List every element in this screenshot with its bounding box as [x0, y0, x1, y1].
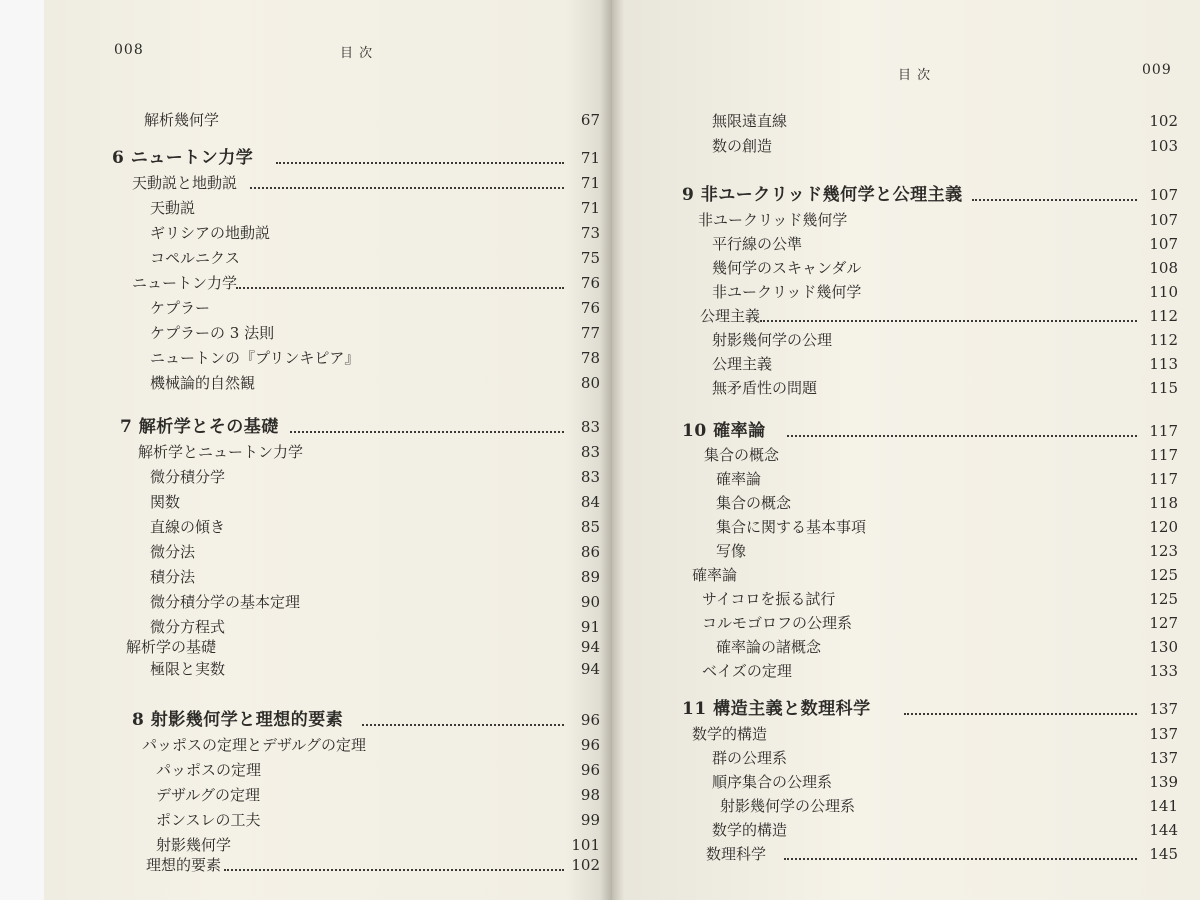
toc-page-number: 102 [571, 856, 600, 874]
toc-entry [44, 515, 612, 539]
toc-page-number: 144 [1149, 821, 1178, 839]
toc-entry [44, 853, 612, 877]
toc-entry [44, 490, 612, 514]
toc-entry-title: 天動説 [150, 199, 196, 217]
toc-page-number: 112 [1149, 331, 1178, 349]
dotted-leader [787, 435, 1137, 437]
dotted-leader [362, 724, 564, 726]
toc-entry-title: ベイズの定理 [702, 662, 792, 680]
toc-page-number: 96 [580, 736, 600, 754]
right-page-number: 009 [1142, 62, 1172, 78]
toc-entry-title: 解析学の基礎 [126, 638, 217, 656]
toc-entry [44, 783, 612, 807]
toc-entry [612, 515, 1200, 539]
toc-entry [44, 221, 612, 245]
toc-page-number: 117 [1149, 422, 1178, 440]
toc-entry-title: 集合の概念 [716, 494, 792, 512]
toc-entry-title: ケプラー [150, 299, 211, 317]
toc-page-number: 107 [1149, 186, 1178, 204]
toc-entry-title: コペルニクス [150, 249, 240, 267]
chapter-entry [44, 146, 612, 170]
toc-entry [612, 659, 1200, 683]
toc-page-number: 123 [1149, 542, 1178, 560]
toc-entry [612, 842, 1200, 866]
toc-page-number: 145 [1149, 845, 1178, 863]
toc-entry [612, 635, 1200, 659]
toc-entry-title: 数の創造 [712, 137, 773, 155]
toc-entry-title: ギリシアの地動説 [150, 224, 271, 242]
toc-page-number: 91 [580, 618, 600, 636]
toc-page-number: 101 [571, 836, 600, 854]
toc-entry [44, 440, 612, 464]
toc-entry-title: 無矛盾性の問題 [712, 379, 818, 397]
toc-entry [612, 467, 1200, 491]
toc-entry [612, 280, 1200, 304]
toc-entry [612, 491, 1200, 515]
toc-entry-title: 確率論の諸概念 [716, 638, 822, 656]
left-page-number: 008 [114, 42, 144, 58]
dotted-leader [290, 431, 564, 433]
toc-entry [44, 246, 612, 270]
toc-entry [44, 657, 612, 681]
toc-page-number: 75 [580, 249, 600, 267]
toc-entry [44, 321, 612, 345]
toc-entry-title: ニュートン力学 [132, 274, 238, 292]
toc-page-number: 94 [580, 660, 600, 678]
toc-entry [44, 733, 612, 757]
toc-page-number: 112 [1149, 307, 1178, 325]
toc-entry [612, 443, 1200, 467]
toc-page-number: 90 [580, 593, 600, 611]
toc-entry-title: 平行線の公準 [712, 235, 803, 253]
toc-entry [44, 271, 612, 295]
toc-entry-title: ポンスレの工夫 [156, 811, 261, 829]
toc-entry-title: 確率論 [692, 566, 738, 584]
toc-entry-title: 無限遠直線 [712, 112, 788, 130]
toc-entry-title: 6 ニュートン力学 [112, 148, 254, 168]
toc-page-number: 83 [580, 418, 600, 436]
toc-entry [44, 171, 612, 195]
toc-entry [44, 196, 612, 220]
dotted-leader [224, 869, 564, 871]
toc-entry [612, 794, 1200, 818]
toc-entry-title: 射影幾何学 [156, 836, 232, 854]
toc-entry-title: 順序集合の公理系 [712, 773, 833, 791]
toc-entry-title: 微分積分学の基本定理 [150, 593, 301, 611]
dotted-leader [972, 199, 1137, 201]
right-page-header: 目 次 [898, 68, 932, 83]
toc-page-number: 137 [1149, 749, 1178, 767]
toc-entry [44, 635, 612, 659]
toc-entry-title: 11 構造主義と数理科学 [682, 699, 871, 719]
toc-entry [44, 565, 612, 589]
toc-page-number: 102 [1149, 112, 1178, 130]
toc-page-number: 115 [1149, 379, 1178, 397]
toc-page-number: 137 [1149, 725, 1178, 743]
toc-entry [612, 208, 1200, 232]
toc-page-number: 76 [580, 274, 600, 292]
toc-entry-title: 天動説と地動説 [132, 174, 238, 192]
toc-entry-title: サイコロを振る試行 [702, 590, 836, 608]
toc-entry [44, 808, 612, 832]
toc-entry [44, 465, 612, 489]
toc-page-number: 76 [580, 299, 600, 317]
background-edge [0, 0, 44, 900]
toc-page-number: 125 [1149, 590, 1178, 608]
toc-page-number: 137 [1149, 700, 1178, 718]
toc-entry [612, 376, 1200, 400]
chapter-entry [44, 708, 612, 732]
toc-page-number: 71 [580, 174, 600, 192]
toc-entry-title: パッポスの定理とデザルグの定理 [142, 736, 366, 754]
toc-page-number: 84 [580, 493, 600, 511]
toc-entry-title: 集合に関する基本事項 [716, 518, 867, 536]
toc-entry [612, 563, 1200, 587]
toc-page-number: 110 [1149, 283, 1178, 301]
dotted-leader [236, 287, 564, 289]
toc-entry-title: 理想的要素 [146, 856, 222, 874]
toc-entry [44, 540, 612, 564]
toc-entry [44, 758, 612, 782]
toc-page-number: 103 [1149, 137, 1178, 155]
toc-page-number: 89 [580, 568, 600, 586]
toc-entry [44, 108, 612, 132]
toc-entry-title: デザルグの定理 [156, 786, 260, 804]
toc-entry [612, 722, 1200, 746]
toc-page-number: 120 [1149, 518, 1178, 536]
toc-entry [612, 587, 1200, 611]
book-gutter [600, 0, 624, 900]
toc-entry-title: 射影幾何学の公理系 [720, 797, 856, 815]
dotted-leader [760, 320, 1137, 322]
toc-page-number: 86 [580, 543, 600, 561]
toc-entry [612, 746, 1200, 770]
toc-entry [612, 134, 1200, 158]
toc-entry [44, 590, 612, 614]
toc-page-number: 67 [580, 111, 600, 129]
toc-entry-title: 幾何学のスキャンダル [712, 259, 862, 277]
chapter-entry [612, 183, 1200, 207]
toc-page-number: 117 [1149, 446, 1178, 464]
toc-page-number: 83 [580, 468, 600, 486]
toc-entry-title: 数理科学 [706, 845, 767, 863]
toc-entry [44, 371, 612, 395]
toc-page-number: 71 [580, 199, 600, 217]
toc-entry [612, 352, 1200, 376]
right-page [612, 0, 1200, 900]
toc-page-number: 98 [580, 786, 600, 804]
toc-entry-title: ケプラーの 3 法則 [150, 324, 275, 342]
toc-entry-title: 解析学とニュートン力学 [138, 443, 304, 461]
toc-entry-title: 集合の概念 [704, 446, 780, 464]
toc-entry-title: 公理主義 [700, 307, 761, 325]
toc-entry-title: 非ユークリッド幾何学 [712, 283, 862, 301]
toc-page-number: 96 [580, 711, 600, 729]
toc-entry-title: 数学的構造 [692, 725, 768, 743]
toc-entry-title: 公理主義 [712, 355, 773, 373]
toc-page-number: 107 [1149, 235, 1178, 253]
toc-page-number: 96 [580, 761, 600, 779]
toc-page-number: 83 [580, 443, 600, 461]
dotted-leader [276, 162, 564, 164]
toc-page-number: 133 [1149, 662, 1178, 680]
toc-entry-title: 確率論 [716, 470, 762, 488]
toc-page-number: 107 [1149, 211, 1178, 229]
toc-entry-title: 機械論的自然観 [150, 374, 256, 392]
toc-page-number: 141 [1149, 797, 1178, 815]
toc-entry-title: 積分法 [150, 568, 196, 586]
dotted-leader [784, 858, 1137, 860]
toc-page-number: 71 [580, 149, 600, 167]
toc-page-number: 99 [580, 811, 600, 829]
toc-entry-title: パッポスの定理 [156, 761, 262, 779]
toc-entry-title: 微分積分学 [150, 468, 226, 486]
toc-page-number: 139 [1149, 773, 1178, 791]
toc-entry-title: 直線の傾き [150, 518, 226, 536]
toc-entry [44, 296, 612, 320]
toc-page-number: 77 [580, 324, 600, 342]
toc-entry-title: 9 非ユークリッド幾何学と公理主義 [682, 185, 963, 205]
dotted-leader [250, 187, 564, 189]
toc-entry [612, 770, 1200, 794]
toc-page-number: 73 [580, 224, 600, 242]
toc-entry-title: コルモゴロフの公理系 [702, 614, 853, 632]
toc-entry [612, 304, 1200, 328]
toc-entry [612, 232, 1200, 256]
toc-entry-title: 写像 [716, 542, 747, 560]
toc-page-number: 113 [1149, 355, 1178, 373]
toc-entry-title: 微分方程式 [150, 618, 226, 636]
toc-entry-title: 群の公理系 [712, 749, 788, 767]
toc-page-number: 125 [1149, 566, 1178, 584]
toc-entry [612, 539, 1200, 563]
toc-entry-title: 非ユークリッド幾何学 [698, 211, 848, 229]
toc-page-number: 108 [1149, 259, 1178, 277]
toc-entry-title: ニュートンの『プリンキピア』 [150, 349, 360, 367]
toc-entry [612, 256, 1200, 280]
toc-page-number: 85 [580, 518, 600, 536]
dotted-leader [904, 713, 1137, 715]
toc-entry-title: 7 解析学とその基礎 [120, 417, 279, 437]
chapter-entry [44, 415, 612, 439]
chapter-entry [612, 697, 1200, 721]
left-page [44, 0, 612, 900]
toc-entry [612, 109, 1200, 133]
toc-page-number: 80 [580, 374, 600, 392]
toc-page-number: 117 [1149, 470, 1178, 488]
left-page-header: 目 次 [340, 46, 374, 61]
toc-entry [612, 328, 1200, 352]
toc-entry-title: 8 射影幾何学と理想的要素 [132, 710, 344, 730]
toc-page-number: 78 [580, 349, 600, 367]
toc-entry-title: 解析幾何学 [144, 111, 220, 129]
toc-page-number: 94 [580, 638, 600, 656]
toc-page-number: 118 [1149, 494, 1178, 512]
toc-entry [44, 346, 612, 370]
chapter-entry [612, 419, 1200, 443]
toc-entry-title: 射影幾何学の公理 [712, 331, 833, 349]
toc-entry-title: 数学的構造 [712, 821, 788, 839]
toc-entry-title: 関数 [150, 493, 181, 511]
toc-page-number: 127 [1149, 614, 1178, 632]
toc-entry [612, 611, 1200, 635]
toc-page-number: 130 [1149, 638, 1178, 656]
toc-entry-title: 微分法 [150, 543, 196, 561]
toc-entry-title: 極限と実数 [150, 660, 226, 678]
toc-entry [612, 818, 1200, 842]
toc-entry-title: 10 確率論 [682, 421, 766, 441]
